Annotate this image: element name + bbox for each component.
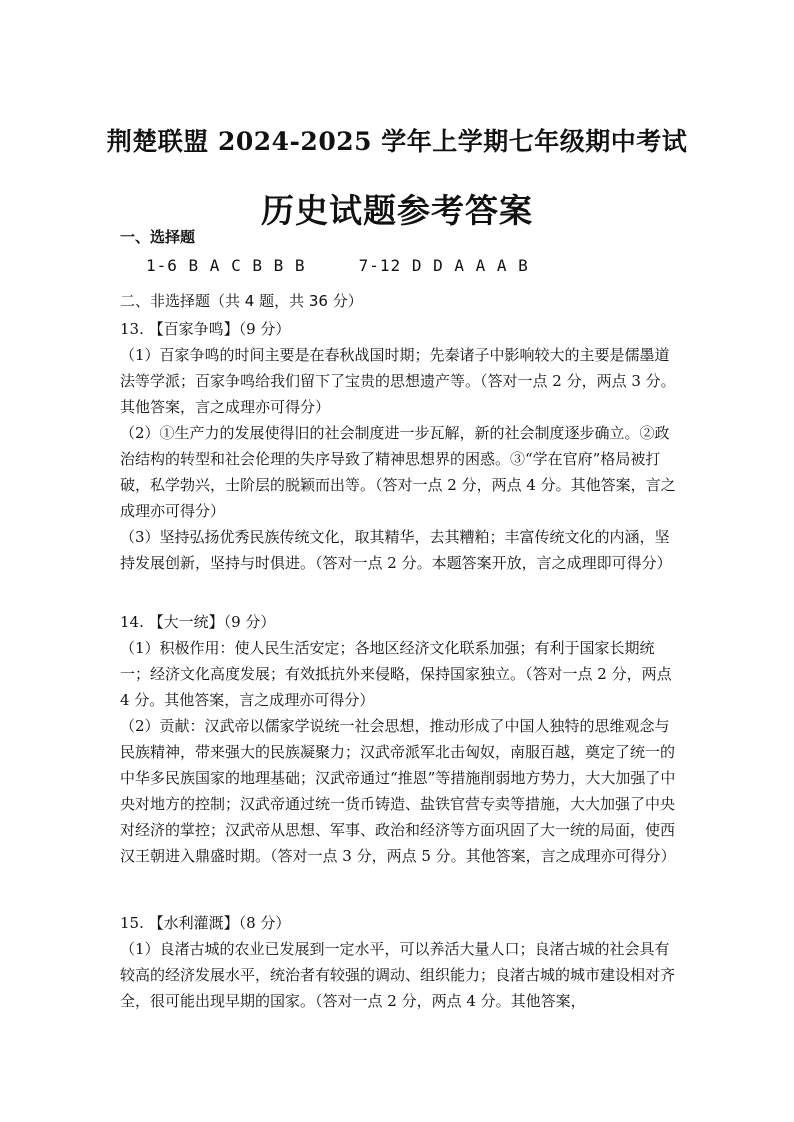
question-heading: 15. 【水利灌溉】（8 分） [120, 914, 291, 932]
question-13 [120, 316, 680, 576]
answer-part: （2）①生产力的发展使得旧的社会制度进一步瓦解，新的社会制度逐步确立。②政治结构的转型和社会伦理的失序导致了精神思想界的困惑。③“学在官府”格局被打破，私学勃兴，士阶层的脱颖而出等。（答对一点 2 分，两点 4 分。其他答案，言之成理亦可得分） [120, 424, 676, 520]
question-14 [120, 609, 680, 869]
question-heading: 14. 【大一统】（9 分） [120, 613, 276, 631]
document-title: 历史试题参考答案 [261, 191, 533, 230]
section-heading-multiple-choice: 一、选择题 [120, 228, 196, 246]
multiple-choice-answers: 1-6 B A C B B B 7-12 D D A A A B [146, 256, 529, 275]
section-heading-non-choice: 二、非选择题（共 4 题，共 36 分） [120, 292, 363, 310]
answer-part: （3）坚持弘扬优秀民族传统文化，取其精华，去其糟粕；丰富传统文化的内涵，坚持发展创新，坚持与时俱进。（答对一点 2 分。本题答案开放，言之成理即可得分） [120, 528, 672, 572]
answer-part: （1）积极作用：使人民生活安定；各地区经济文化联系加强；有利于国家长期统一；经济文化高度发展；有效抵抗外来侵略，保持国家独立。（答对一点 2 分，两点 4 分。其他答案，言之成理亦可得分） [120, 639, 672, 709]
question-heading: 13. 【百家争鸣】（9 分） [120, 320, 291, 338]
answer-part: （1）百家争鸣的时间主要是在春秋战国时期；先秦诸子中影响较大的主要是儒墨道法等学派；百家争鸣给我们留下了宝贵的思想遗产等。（答对一点 2 分，两点 3 分。其他答案，言之成理亦可得分） [120, 346, 676, 416]
question-15 [120, 910, 680, 1014]
answer-part: （1）良渚古城的农业已发展到一定水平，可以养活大量人口；良渚古城的社会具有较高的经济发展水平，统治者有较强的调动、组织能力；良渚古城的城市建设相对齐全，很可能出现早期的国家。（答对一点 2 分，两点 4 分。其他答案， [120, 940, 676, 1010]
answer-part: （2）贡献：汉武帝以儒家学说统一社会思想，推动形成了中国人独特的思维观念与民族精神，带来强大的民族凝聚力；汉武帝派军北击匈奴，南服百越，奠定了统一的中华多民族国家的地理基础；汉武帝通过“推恩”等措施削弱地方势力，大大加强了中央对地方的控制；汉武帝通过统一货币铸造、盐铁官营专卖等措施，大大加强了中央对经济的掌控；汉武帝从思想、军事、政治和经济等方面巩固了大一统的局面，使西汉王朝进入鼎盛时期。（答对一点 3 分，两点 5 分。其他答案，言之成理亦可得分） [120, 717, 676, 865]
exam-title: 荆楚联盟 2024-2025 学年上学期七年级期中考试 [106, 127, 688, 156]
